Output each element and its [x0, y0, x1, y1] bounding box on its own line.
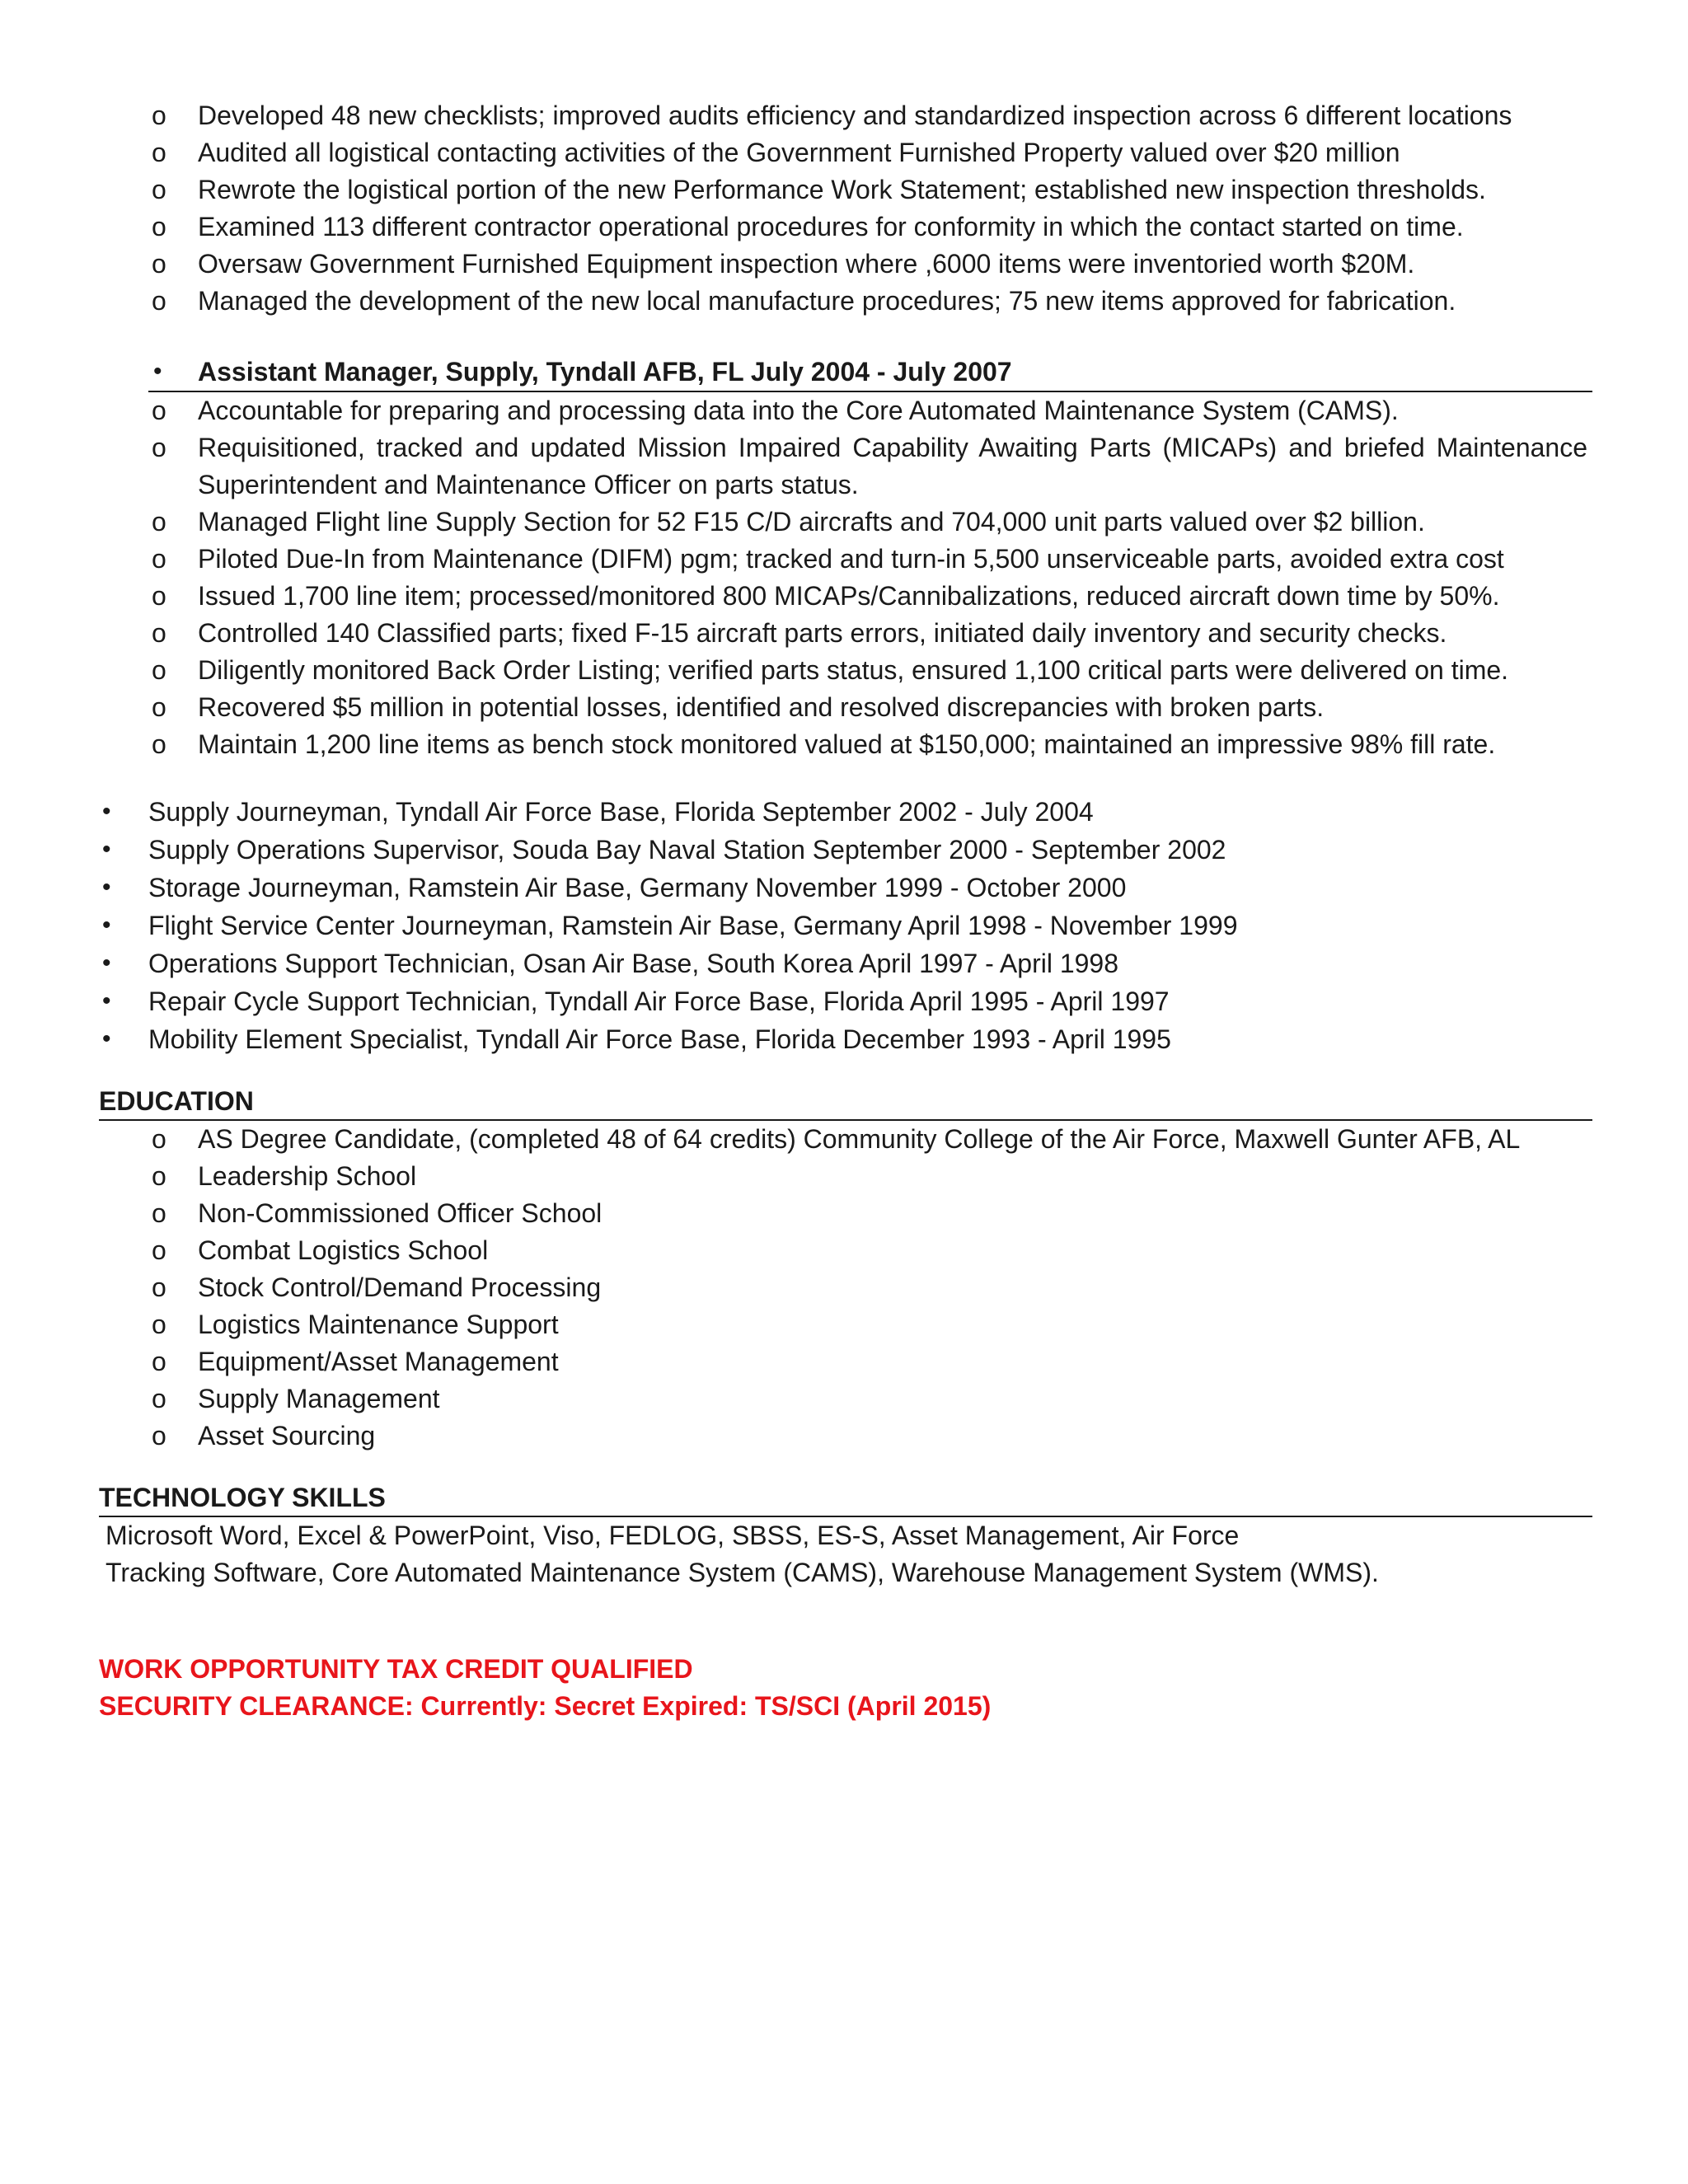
hollow-bullet-icon: o [152, 1124, 166, 1154]
role-heading-text: Assistant Manager, Supply, Tyndall AFB, FL July 2004 - July 2007 [198, 357, 1012, 387]
list-item [99, 1020, 1592, 1058]
education-heading: EDUCATION [99, 1086, 254, 1116]
hollow-bullet-icon: o [152, 396, 166, 425]
list-item [99, 541, 1592, 578]
technology-heading: TECHNOLOGY SKILLS [99, 1483, 386, 1512]
filled-bullet-icon: • [102, 987, 111, 1015]
list-item [99, 1195, 1592, 1232]
list-item [99, 982, 1592, 1020]
list-item [99, 134, 1592, 171]
bullet-text: Piloted Due-In from Maintenance (DIFM) pgm; tracked and turn-in 5,500 unserviceable parts, avoided extra cost [198, 544, 1504, 574]
list-item [99, 944, 1592, 982]
filled-bullet-icon: • [102, 836, 111, 863]
hollow-bullet-icon: o [152, 212, 166, 241]
assistant-manager-bullets [99, 392, 1592, 763]
list-item [99, 209, 1592, 246]
hollow-bullet-icon: o [152, 1384, 166, 1413]
filled-bullet-icon: • [102, 1025, 111, 1052]
filled-bullet-icon: • [102, 798, 111, 825]
role-text: Storage Journeyman, Ramstein Air Base, Germany November 1999 - October 2000 [148, 873, 1127, 902]
list-item [99, 429, 1592, 504]
list-item [99, 504, 1592, 541]
spacer [99, 1621, 1592, 1651]
hollow-bullet-icon: o [152, 1347, 166, 1376]
hollow-bullet-icon: o [152, 101, 166, 130]
bullet-text: Examined 113 different contractor operational procedures for conformity in which the contact started on time. [198, 212, 1464, 241]
bullet-text: Maintain 1,200 line items as bench stock monitored valued at $150,000; maintained an impressive 98% fill rate. [198, 729, 1496, 759]
bullet-text: Accountable for preparing and processing data into the Core Automated Maintenance System (CAMS). [198, 396, 1399, 425]
list-item [99, 171, 1592, 209]
bullet-text: Audited all logistical contacting activities of the Government Furnished Property valued over $20 million [198, 138, 1400, 167]
role-text: Supply Operations Supervisor, Souda Bay Naval Station September 2000 - September 2002 [148, 835, 1226, 865]
bullet-text: Managed Flight line Supply Section for 52 F15 C/D aircrafts and 704,000 unit parts valued over $2 billion. [198, 507, 1425, 537]
list-item [99, 578, 1592, 615]
role-text: Mobility Element Specialist, Tyndall Air Force Base, Florida December 1993 - April 1995 [148, 1024, 1171, 1054]
education-text: Combat Logistics School [198, 1235, 489, 1265]
list-item [99, 1380, 1592, 1418]
role-text: Flight Service Center Journeyman, Ramstein Air Base, Germany April 1998 - November 1999 [148, 911, 1238, 940]
spacer [99, 1058, 1592, 1083]
education-text: Leadership School [198, 1161, 417, 1191]
security-clearance-text: SECURITY CLEARANCE: Currently: Secret Expired: TS/SCI (April 2015) [99, 1691, 992, 1721]
list-item [99, 97, 1592, 134]
list-item [99, 907, 1592, 944]
bullet-text: Oversaw Government Furnished Equipment inspection where ,6000 items were inventoried worth $20M. [198, 249, 1415, 279]
hollow-bullet-icon: o [152, 1310, 166, 1339]
list-item [99, 1418, 1592, 1455]
education-text: Equipment/Asset Management [198, 1347, 559, 1376]
list-item [99, 283, 1592, 320]
bullet-text: Requisitioned, tracked and updated Mission Impaired Capability Awaiting Parts (MICAPs) and briefed Maintenance Superintendent and Maintenance Officer on parts status. [198, 433, 1587, 499]
bullet-text: Controlled 140 Classified parts; fixed F-15 aircraft parts errors, initiated daily inventory and security checks. [198, 618, 1447, 648]
hollow-bullet-icon: o [152, 249, 166, 279]
hollow-bullet-icon: o [152, 175, 166, 204]
education-text: Supply Management [198, 1384, 440, 1413]
list-item [99, 831, 1592, 869]
spacer [99, 1591, 1592, 1621]
education-text: Stock Control/Demand Processing [198, 1272, 602, 1302]
bullet-text: Recovered $5 million in potential losses, identified and resolved discrepancies with broken parts. [198, 692, 1325, 722]
hollow-bullet-icon: o [152, 544, 166, 574]
role-text: Operations Support Technician, Osan Air Base, South Korea April 1997 - April 1998 [148, 949, 1119, 978]
role-heading-assistant-manager [99, 353, 1592, 391]
technology-line-1: Microsoft Word, Excel & PowerPoint, Viso, FEDLOG, SBSS, ES-S, Asset Management, Air Force [106, 1521, 1240, 1550]
list-item [99, 689, 1592, 726]
list-item [99, 1343, 1592, 1380]
spacer [99, 763, 1592, 793]
hollow-bullet-icon: o [152, 138, 166, 167]
role-text: Repair Cycle Support Technician, Tyndall Air Force Base, Florida April 1995 - April 1997 [148, 987, 1170, 1016]
bullet-text: Diligently monitored Back Order Listing; verified parts status, ensured 1,100 critical parts were delivered on time. [198, 655, 1509, 685]
hollow-bullet-icon: o [152, 1421, 166, 1451]
hollow-bullet-icon: o [152, 692, 166, 722]
list-item [99, 1121, 1592, 1158]
list-item [99, 392, 1592, 429]
hollow-bullet-icon: o [152, 618, 166, 648]
bullet-text: Developed 48 new checklists; improved audits efficiency and standardized inspection across 6 different locations [198, 101, 1512, 130]
hollow-bullet-icon: o [152, 581, 166, 611]
list-item [99, 652, 1592, 689]
bullet-text: Rewrote the logistical portion of the new Performance Work Statement; established new inspection thresholds. [198, 175, 1486, 204]
hollow-bullet-icon: o [152, 729, 166, 759]
role-text: Supply Journeyman, Tyndall Air Force Base, Florida September 2002 - July 2004 [148, 797, 1094, 827]
filled-bullet-icon: • [102, 912, 111, 939]
spacer [99, 1455, 1592, 1479]
list-item [99, 1158, 1592, 1195]
hollow-bullet-icon: o [152, 1272, 166, 1302]
list-item [99, 793, 1592, 831]
technology-line-2: Tracking Software, Core Automated Maintenance System (CAMS), Warehouse Management System (WMS). [106, 1558, 1379, 1587]
hollow-bullet-icon: o [152, 655, 166, 685]
list-item [99, 1306, 1592, 1343]
filled-bullet-icon: • [153, 358, 162, 385]
list-item [99, 1232, 1592, 1269]
education-text: Asset Sourcing [198, 1421, 376, 1451]
hollow-bullet-icon: o [152, 433, 166, 462]
education-text: Non-Commissioned Officer School [198, 1198, 603, 1228]
bullet-text: Issued 1,700 line item; processed/monitored 800 MICAPs/Cannibalizations, reduced aircraft down time by 50%. [198, 581, 1500, 611]
hollow-bullet-icon: o [152, 1198, 166, 1228]
hollow-bullet-icon: o [152, 1161, 166, 1191]
wotc-qualified-text: WORK OPPORTUNITY TAX CREDIT QUALIFIED [99, 1654, 693, 1684]
hollow-bullet-icon: o [152, 286, 166, 316]
list-item [99, 1269, 1592, 1306]
filled-bullet-icon: • [102, 874, 111, 901]
list-item [99, 615, 1592, 652]
earlier-roles-list [99, 793, 1592, 1058]
list-item [99, 726, 1592, 763]
bullet-text: Managed the development of the new local manufacture procedures; 75 new items approved for fabrication. [198, 286, 1456, 316]
education-text: AS Degree Candidate, (completed 48 of 64 credits) Community College of the Air Force, Maxwell Gunter AFB, AL [198, 1124, 1521, 1154]
education-text: Logistics Maintenance Support [198, 1310, 559, 1339]
hollow-bullet-icon: o [152, 507, 166, 537]
prior-role-bullets [99, 97, 1592, 320]
list-item [99, 246, 1592, 283]
list-item [99, 869, 1592, 907]
education-list [99, 1121, 1592, 1455]
resume-page [99, 97, 1592, 1725]
filled-bullet-icon: • [102, 949, 111, 977]
hollow-bullet-icon: o [152, 1235, 166, 1265]
